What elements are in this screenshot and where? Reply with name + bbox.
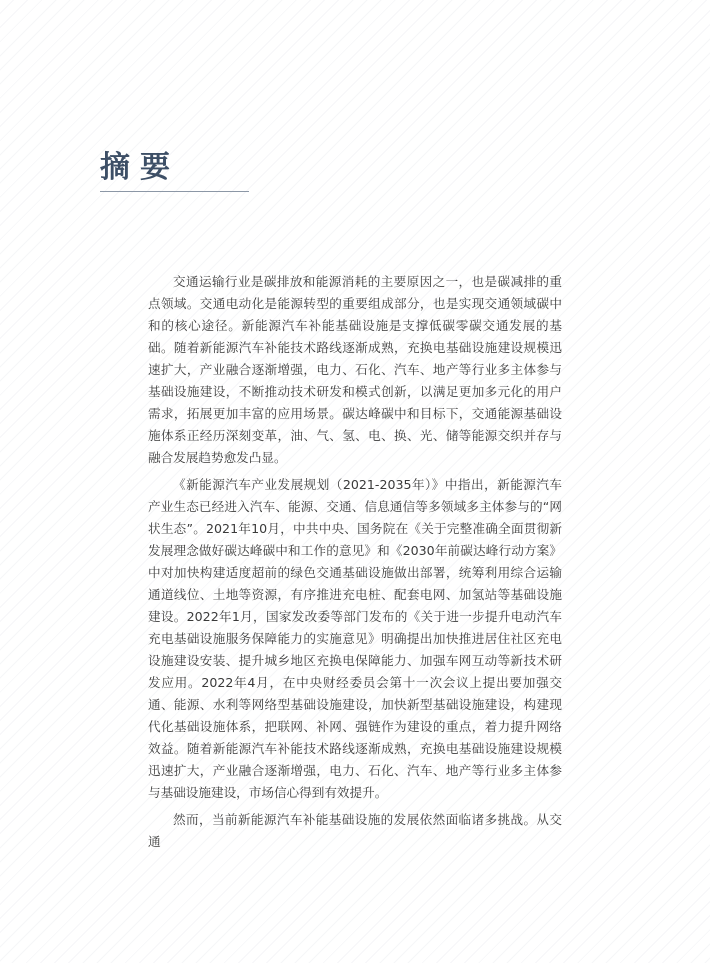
title-underline <box>100 191 249 192</box>
page-title: 摘要 <box>100 150 180 185</box>
body-text <box>148 271 562 858</box>
paragraph: 然而，当前新能源汽车补能基础设施的发展依然面临诸多挑战。从交通 <box>148 812 562 849</box>
paragraph: 《新能源汽车产业发展规划（2021-2035年）》中指出，新能源汽车产业生态已经进入汽车、能源、交通、信息通信等多领域多主体参与的“网状生态”。2021年10月，中共中央、国务院在《关于完整准确全面贯彻新发展理念做好碳达峰碳中和工作的意见》和《2030年前碳达峰行动方案》中对加快构建适度超前的绿色交通基础设施做出部署，统筹利用综合运输通道线位、土地等资源，有序推进充电桩、配套电网、加氢站等基础设施建设。2022年1月，国家发改委等部门发布的《关于进一步提升电动汽车充电基础设施服务保障能力的实施意见》明确提出加快推进居住社区充电设施建设安装、提升城乡地区充换电保障能力、加强车网互动等新技术研发应用。2022年4月，在中央财经委员会第十一次会议上提出要加强交通、能源、水利等网络型基础设施建设，加快新型基础设施建设，构建现代化基础设施体系，把联网、补网、强链作为建设的重点，着力提升网络效益。随着新能源汽车补能技术路线逐渐成熟，充换电基础设施建设规模迅速扩大，产业融合逐渐增强，电力、石化、汽车、地产等行业多主体参与基础设施建设，市场信心得到有效提升。 <box>148 477 562 800</box>
paragraph: 交通运输行业是碳排放和能源消耗的主要原因之一，也是碳减排的重点领域。交通电动化是能源转型的重要组成部分，也是实现交通领域碳中和的核心途径。新能源汽车补能基础设施是支撑低碳零碳交通发展的基础。随着新能源汽车补能技术路线逐渐成熟，充换电基础设施建设规模迅速扩大，产业融合逐渐增强，电力、石化、汽车、地产等行业多主体参与基础设施建设，不断推动技术研发和模式创新，以满足更加多元化的用户需求，拓展更加丰富的应用场景。碳达峰碳中和目标下，交通能源基础设施体系正经历深刻变革，油、气、氢、电、换、光、储等能源交织并存与融合发展趋势愈发凸显。 <box>148 274 562 465</box>
